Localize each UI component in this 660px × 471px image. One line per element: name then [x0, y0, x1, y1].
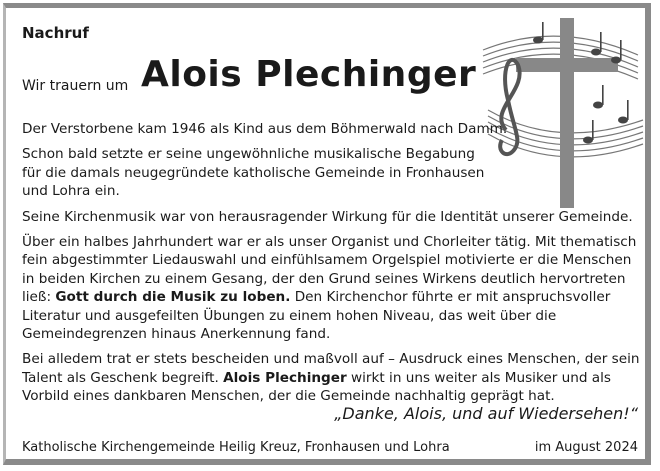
paragraph-impact: Seine Kirchenmusik war von herausragender Wirkung für die Identität unserer Gemeinde. — [22, 208, 633, 225]
career-choir: Den Kirchenchor führte er mit anspruchsvoller Literatur und ausgefeilten Übungen zu einem hohen Niveau, das weit über die Gemeindegrenzen hinaus Anerkennung fand. — [22, 289, 611, 343]
career-text: Über ein halbes Jahrhundert war er als unser Organist und Chorleiter tätig. Mit thematisch fein abgestimmter Liedauswahl und einfühlsamem Orgelspiel motivierte er die Menschen in beiden Kirchen zu einem Gesang, der den Grund seines Wirkens deutlich hervortreten ließ: — [22, 234, 637, 306]
paragraph-career — [22, 233, 640, 343]
legacy-name: Alois Plechinger — [223, 369, 347, 386]
date-line: im August 2024 — [534, 440, 638, 455]
sender-line: Katholische Kirchengemeinde Heilig Kreuz, Fronhausen und Lohra — [22, 440, 450, 455]
legacy-rest: wirkt in uns weiter als Musiker und als Vorbild eines dankbaren Menschen, der die Gemeinde nachhaltig geprägt hat. — [22, 369, 611, 405]
deceased-name: Alois Plechinger — [141, 54, 477, 95]
obituary-body — [22, 120, 640, 413]
legacy-text: Bei alledem trat er stets bescheiden und maßvoll auf – Ausdruck eines Menschen, der sein Talent als Geschenk begreift. — [22, 351, 640, 386]
paragraph-talent: Schon bald setzte er seine ungewöhnliche musikalische Begabung für die damals neugegründete katholische Gemeinde in Fronhausen und Lohra ein. — [22, 146, 485, 200]
intro-text: Wir trauern um — [22, 78, 129, 94]
paragraph-origin: Der Verstorbene kam 1946 als Kind aus dem Böhmerwald nach Damm. — [22, 121, 508, 137]
closing-quote: „Danke, Alois, und auf Wiedersehen!“ — [334, 404, 638, 423]
notice-label: Nachruf — [22, 24, 89, 42]
paragraph-legacy — [22, 350, 640, 405]
career-motto: Gott durch die Musik zu loben. — [55, 289, 291, 306]
